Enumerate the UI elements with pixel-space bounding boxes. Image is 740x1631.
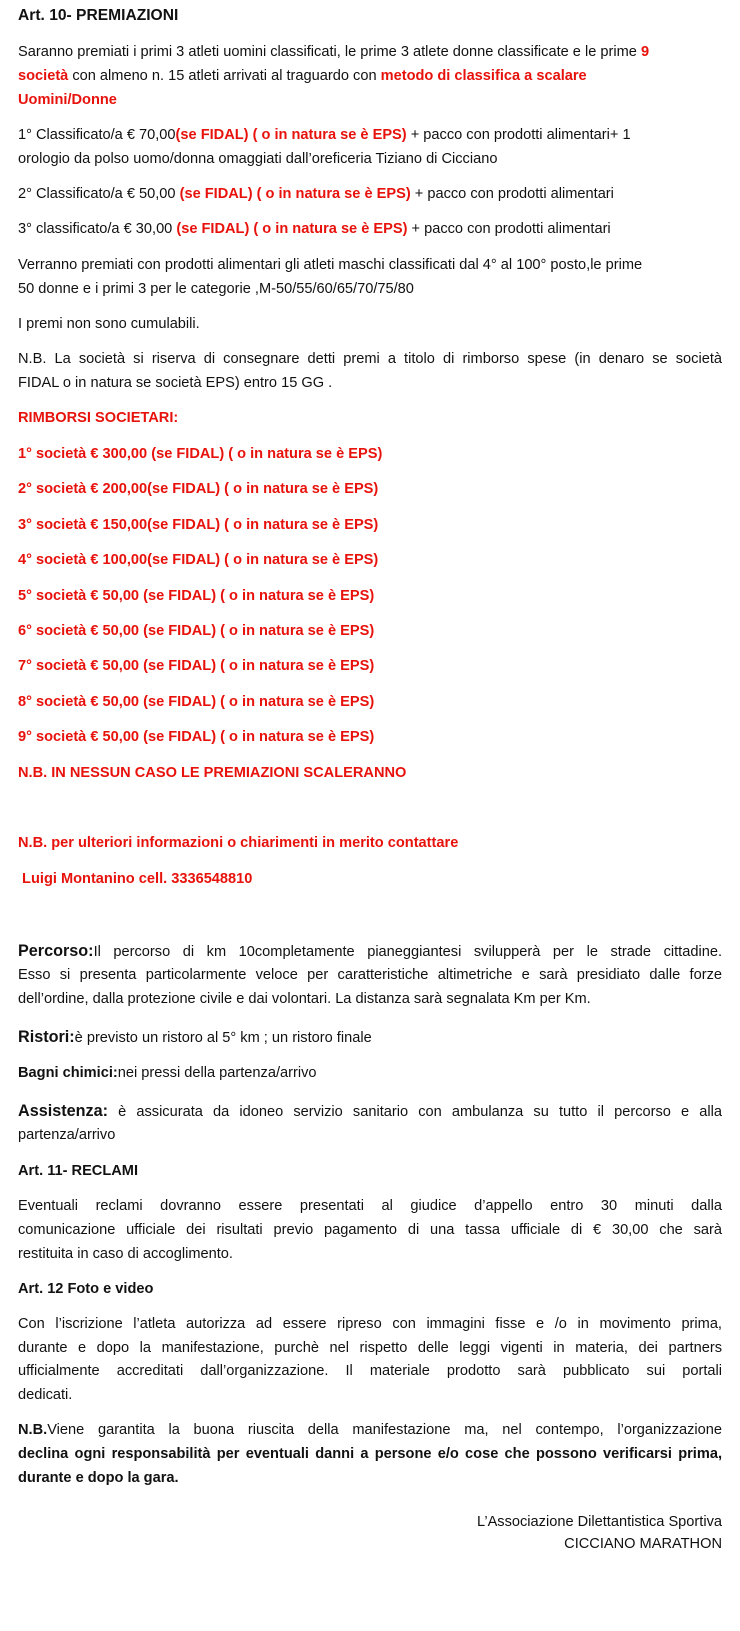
art10-intro-line3: Uomini/Donne [18, 92, 117, 108]
percorso-line2: Esso si presenta particolarmente veloce per caratteristiche altimetriche e sarà presidiato dalle forze [18, 967, 722, 983]
final-nb-line2: declina ogni responsabilità per eventuali danni a persone e/o cose che possono verificarsi prima, [18, 1446, 722, 1462]
art12-line4: dedicati. [18, 1387, 73, 1403]
art10-intro-line2: società con almeno n. 15 atleti arrivati al traguardo con metodo di classifica a scalare [18, 68, 587, 84]
first-place-line2: orologio da polso uomo/donna omaggiati dall’oreficeria Tiziano di Cicciano [18, 151, 498, 167]
rimborso-item: 7° società € 50,00 (se FIDAL) ( o in natura se è EPS) [18, 658, 375, 674]
prize-count: 9 [640, 44, 650, 60]
assistenza-line1: Assistenza: è assicurata da idoneo servizio sanitario con ambulanza su tutto il percorso e alla [18, 1102, 722, 1120]
first-place-line1: 1° Classificato/a € 70,00(se FIDAL) ( o in natura se è EPS) + pacco con prodotti alimentari+ 1 [18, 127, 631, 143]
nb-refund-line2: FIDAL o in natura se società EPS) entro 15 GG . [18, 375, 333, 391]
art11-line2: comunicazione ufficiale dei risultati previo pagamento di una tassa ufficiale di € 30,00 che sarà [18, 1222, 722, 1238]
percorso-line3: dell’ordine, dalla protezione civile e dai volontari. La distanza sarà segnalata Km per Km. [18, 991, 591, 1007]
non-cumulative-note: I premi non sono cumulabili. [18, 316, 200, 332]
percorso-line1: Percorso:Il percorso di km 10completamente pianeggiantesi svilupperà per le strade cittadine. [18, 942, 722, 960]
third-place-line: 3° classificato/a € 30,00 (se FIDAL) ( o in natura se è EPS) + pacco con prodotti alimentari [18, 221, 611, 237]
rimborso-item: 3° società € 150,00(se FIDAL) ( o in natura se è EPS) [18, 517, 379, 533]
ranking-method: metodo di classifica a scalare [380, 68, 587, 84]
rimborso-item: 8° società € 50,00 (se FIDAL) ( o in natura se è EPS) [18, 694, 375, 710]
extra-prizes-line1: Verranno premiati con prodotti alimentari gli atleti maschi classificati dal 4° al 100° posto,le prime [18, 257, 643, 273]
assistenza-label: Assistenza: [18, 1102, 108, 1120]
no-scaling-note: N.B. IN NESSUN CASO LE PREMIAZIONI SCALERANNO [18, 765, 407, 781]
final-nb-line1: N.B.Viene garantita la buona riuscita della manifestazione ma, nel contempo, l’organizzazione [18, 1422, 722, 1438]
art11-line3: restituita in caso di accoglimento. [18, 1246, 233, 1262]
extra-prizes-line2: 50 donne e i primi 3 per le categorie ,M-50/55/60/65/70/75/80 [18, 281, 414, 297]
nb-refund-line1: N.B. La società si riserva di consegnare detti premi a titolo di rimborso spese (in denaro se società [18, 351, 722, 367]
art11-title: Art. 11- RECLAMI [18, 1163, 139, 1179]
art10-intro-line1: Saranno premiati i primi 3 atleti uomini classificati, le prime 3 atlete donne classificate e le prime 9 [18, 44, 650, 60]
ristori-line: Ristori:è previsto un ristoro al 5° km ; un ristoro finale [18, 1028, 372, 1046]
bagni-label: Bagni chimici: [18, 1065, 118, 1081]
second-place-line: 2° Classificato/a € 50,00 (se FIDAL) ( o in natura se è EPS) + pacco con prodotti alimentari [18, 186, 614, 202]
rimborso-item: 1° società € 300,00 (se FIDAL) ( o in natura se è EPS) [18, 446, 383, 462]
final-nb-line3: durante e dopo la gara. [18, 1470, 179, 1486]
rimborso-item: 5° società € 50,00 (se FIDAL) ( o in natura se è EPS) [18, 588, 375, 604]
art11-line1: Eventuali reclami dovranno essere presentati al giudice d’appello entro 30 minuti dalla [18, 1198, 722, 1214]
art12-line2: durante e dopo la manifestazione, purchè nel rispetto delle leggi vigenti in materia, dei partners [18, 1340, 722, 1356]
rimborsi-title: RIMBORSI SOCIETARI: [18, 410, 179, 426]
art12-line1: Con l’iscrizione l’atleta autorizza ad essere ripreso con immagini fisse e /o in movimento prima, [18, 1316, 722, 1332]
contact-person: Luigi Montanino cell. 3336548810 [18, 871, 253, 887]
rimborso-item: 2° società € 200,00(se FIDAL) ( o in natura se è EPS) [18, 481, 379, 497]
assistenza-line2: partenza/arrivo [18, 1127, 116, 1143]
final-nb-label: N.B. [18, 1422, 48, 1438]
rimborso-item: 4° società € 100,00(se FIDAL) ( o in natura se è EPS) [18, 552, 379, 568]
art12-title: Art. 12 Foto e video [18, 1281, 154, 1297]
percorso-label: Percorso: [18, 942, 94, 960]
signature-line1: L’Associazione Dilettantistica Sportiva [477, 1514, 722, 1530]
rimborso-item: 6° società € 50,00 (se FIDAL) ( o in natura se è EPS) [18, 623, 375, 639]
contact-note: N.B. per ulteriori informazioni o chiarimenti in merito contattare [18, 835, 459, 851]
art10-title: Art. 10- PREMIAZIONI [18, 7, 179, 24]
rimborso-item: 9° società € 50,00 (se FIDAL) ( o in natura se è EPS) [18, 729, 375, 745]
bagni-line: Bagni chimici:nei pressi della partenza/arrivo [18, 1065, 317, 1081]
ristori-label: Ristori: [18, 1028, 75, 1046]
art12-line3: ufficialmente accreditati dall’organizzazione. Il materiale prodotto sarà pubblicato sui portali [18, 1363, 722, 1379]
signature-line2: CICCIANO MARATHON [564, 1536, 722, 1552]
